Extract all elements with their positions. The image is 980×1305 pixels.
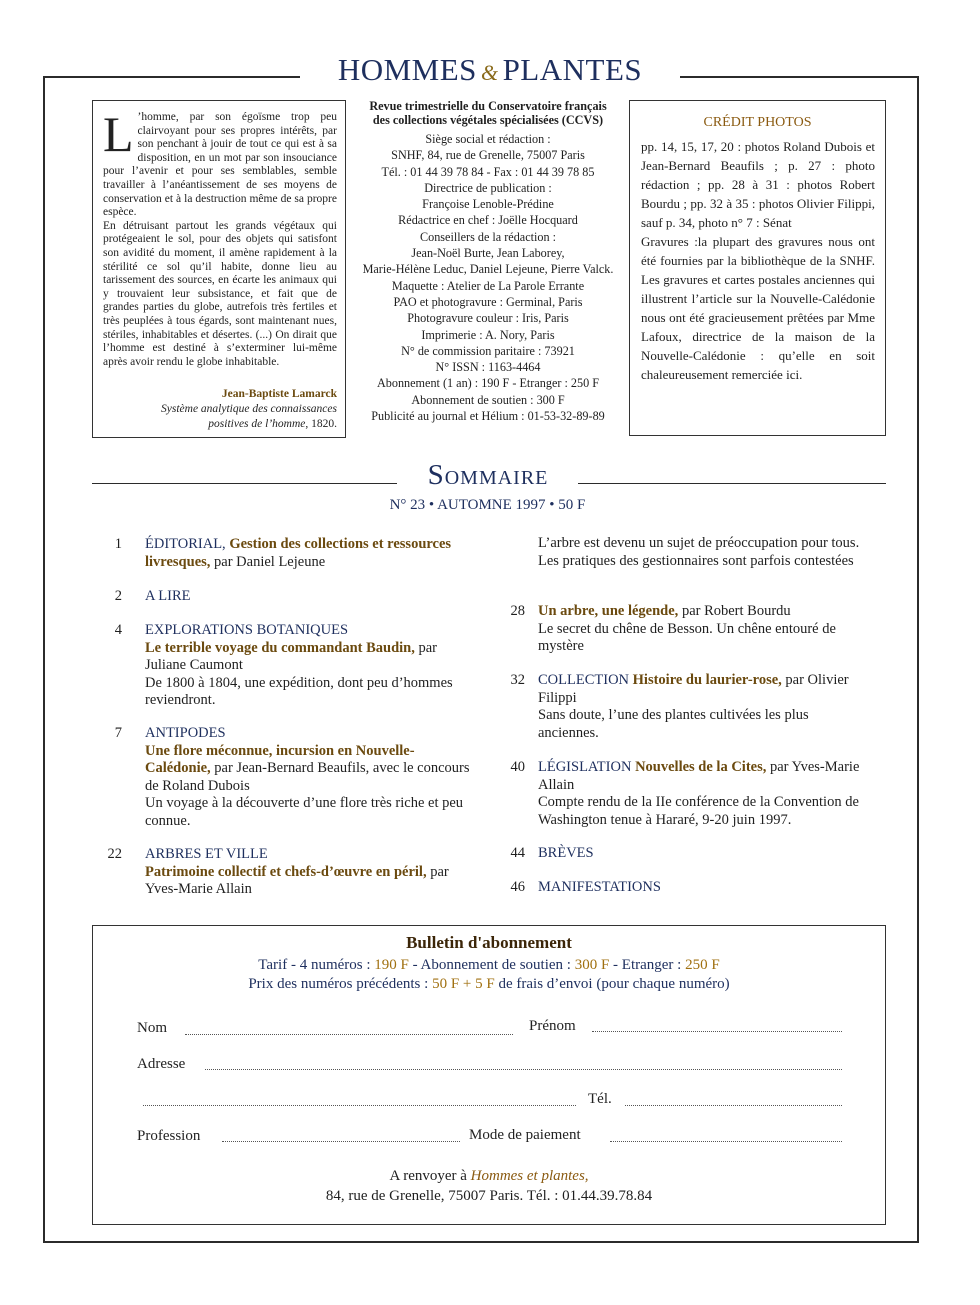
toc-description: Un voyage à la découverte d’une flore très riche et peu connue. (145, 795, 464, 829)
masthead-line: PAO et photogravure : Germinal, Paris (393, 294, 583, 309)
masthead-line: N° de commission paritaire : 73921 (401, 343, 575, 358)
toc-continued-desc: L’arbre est devenu un sujet de préoccupation pour tous. Les pratiques des gestionnaires sont parfois contestées (538, 535, 860, 569)
masthead (352, 100, 624, 424)
toc-headline: Histoire du laurier-rose, (632, 672, 782, 688)
toc-section: MANIFESTATIONS (538, 879, 661, 895)
prenom-field[interactable] (592, 1030, 842, 1032)
toc-entry[interactable] (145, 536, 480, 571)
quote-author: Jean-Baptiste Lamarck (221, 388, 337, 400)
dropcap: L (103, 106, 134, 162)
profession-field[interactable] (222, 1140, 460, 1142)
toc-byline: par Yves-Marie Allain (145, 863, 449, 898)
credits-text (630, 131, 885, 384)
toc-headline: Nouvelles de la Cites, (635, 759, 767, 775)
credits-title: CRÉDIT PHOTOS (703, 115, 812, 130)
masthead-line: SNHF, 84, rue de Grenelle, 75007 Paris (391, 148, 585, 163)
toc-entry[interactable] (145, 588, 480, 606)
prix-value: 50 F + 5 F (432, 976, 495, 992)
sommaire-rule-right (578, 483, 886, 484)
toc-byline: par Yves-Marie Allain (538, 759, 860, 793)
quote-source: Système analytique des connaissances positives de l’homme (161, 403, 337, 430)
toc-entry[interactable] (538, 603, 873, 656)
bulletin-prix (92, 976, 886, 993)
nom-field[interactable] (185, 1033, 513, 1035)
toc-entry[interactable] (145, 725, 480, 831)
toc-byline: par Olivier Filippi (538, 672, 849, 706)
masthead-line: Imprimerie : A. Nory, Paris (421, 327, 555, 342)
toc-section: ÉDITORIAL, (145, 536, 226, 552)
credits-photos: pp. 14, 15, 17, 20 : photos Roland Dubois et Jean-Bernard Beaufils ; p. 27 : photo rédaction ; pp. 28 à 31 : photos Robert Bourdu ; pp. 32 à 35 : photos Olivier Filippi, sauf p. 34, photo n° 7 : Sénat (641, 139, 875, 230)
magazine-title (300, 52, 680, 100)
credits-engravings: Gravures :la plupart des gravures nous ont été fournies par la bibliothèque de la SNHF. Les gravures et cartes postales anciennes qui illustrent l’article sur la Nouvelle-Calédonie nous ont été gracieusement prêtées par Mme Lafoux, directrice de la maison de la Nouvelle-Calédonie : qu’elle en soit chaleureusement remerciée ici. (641, 234, 875, 382)
adresse-label: Adresse (137, 1056, 186, 1072)
toc-section: LÉGISLATION (538, 759, 632, 775)
title-ampersand: & (480, 60, 499, 85)
masthead-lines (352, 131, 624, 424)
toc-byline: par Jean-Bernard Beaufils, avec le concours de Roland Dubois (145, 760, 470, 794)
toc-page-number: 32 (510, 672, 525, 688)
mode-paiement-field[interactable] (610, 1140, 842, 1142)
masthead-heading: Revue trimestrielle du Conservatoire français des collections végétales spécialisées (CCVS) (369, 99, 607, 127)
issue-info: N° 23 • AUTOMNE 1997 • 50 F (389, 497, 586, 513)
toc-headline: Gestion des collections et ressources livresques, (145, 536, 452, 570)
toc-section: A LIRE (145, 588, 191, 604)
toc-page-number: 1 (114, 536, 122, 552)
toc-entry[interactable] (145, 622, 480, 710)
etranger-label: - Etranger : (613, 957, 682, 973)
masthead-line: Photogravure couleur : Iris, Paris (407, 311, 569, 326)
tel-label: Tél. (588, 1091, 612, 1107)
title-plantes: PLANTES (502, 52, 643, 87)
toc-byline: par Daniel Lejeune (214, 553, 326, 570)
masthead-line: Siège social et rédaction : (425, 132, 551, 146)
sommaire-rule-left (92, 483, 397, 484)
masthead-line: Rédactrice en chef : Joëlle Hocquard (398, 213, 578, 228)
title-hommes: HOMMES (337, 52, 477, 87)
toc-page-number: 40 (510, 759, 525, 775)
bulletin-title: Bulletin d'abonnement (406, 933, 572, 952)
adresse-field[interactable] (205, 1068, 842, 1070)
toc-byline: par Robert Bourdu (681, 603, 791, 619)
toc-description: Compte rendu de la IIe conférence de la Convention de Washington tenue à Hararé, 9-20 juin 1997. (538, 794, 859, 828)
quote-box (92, 100, 346, 438)
quote-attribution (127, 387, 337, 432)
quote-paragraph-2: En détruisant partout les grands végétaux qui protégeaient le sol, pour des objets qui satisfont son avidité du moment, il amène rapidement à la stérilité ce sol qu’il habite, donne lieu au tarissement des sources, en écarte les animaux qui y trouvaient leur subsistance, et fait que de grandes parties du globe, autrefois très fertiles et très peuplées à tous égards, sont maintenant nues, stériles, inhabitables et désertes. (...) On dirait que l’homme est destiné à s’exterminer lui-même après avoir rendu le globe inhabitable. (103, 219, 337, 368)
toc-headline: Une flore méconnue, incursion en Nouvelle-Calédonie, (145, 742, 415, 777)
toc-description: Le secret du chêne de Besson. Un chêne entouré de mystère (538, 620, 836, 655)
masthead-line: Conseillers de la rédaction : (419, 229, 557, 244)
toc-headline: Patrimoine collectif et chefs-d’œuvre en péril, (145, 863, 427, 880)
nom-label: Nom (137, 1020, 167, 1036)
sommaire-title: Sommaire (427, 459, 549, 491)
masthead-line: Maquette : Atelier de La Parole Errante (391, 278, 585, 293)
credits-box (629, 100, 886, 436)
return-line (92, 1168, 886, 1185)
adresse-field-2[interactable] (143, 1104, 576, 1106)
toc-page-number: 2 (114, 588, 122, 604)
toc-section: EXPLORATIONS BOTANIQUES (145, 622, 349, 638)
toc-byline: par Juliane Caumont (145, 639, 438, 674)
profession-label: Profession (137, 1128, 201, 1144)
masthead-line: Tél. : 01 44 39 78 84 - Fax : 01 44 39 78 85 (381, 164, 595, 179)
toc-page-number: 4 (114, 622, 122, 638)
masthead-line: Françoise Lenoble-Prédine (422, 197, 554, 212)
return-address: 84, rue de Grenelle, 75007 Paris. Tél. : 01.44.39.78.84 (325, 1188, 653, 1204)
toc-section: COLLECTION (538, 672, 630, 688)
masthead-line: Jean-Noël Burte, Jean Laborey, (411, 246, 565, 261)
mode-paiement-label: Mode de paiement (469, 1127, 581, 1143)
toc-headline: Le terrible voyage du commandant Baudin, (145, 639, 415, 656)
return-label: A renvoyer à (389, 1168, 467, 1184)
toc-description: De 1800 à 1804, une expédition, dont peu d’hommes reviendront. (145, 674, 453, 709)
toc-page-number: 28 (510, 603, 525, 619)
tarif-label: Tarif - 4 numéros : (258, 957, 371, 973)
masthead-line: Publicité au journal et Hélium : 01-53-32-89-89 (371, 409, 605, 424)
toc-section: ARBRES ET VILLE (145, 846, 268, 862)
toc-entry[interactable] (538, 672, 873, 742)
tel-field[interactable] (625, 1104, 842, 1106)
prix-label: Prix des numéros précédents : (248, 976, 429, 992)
quote-year: , 1820. (305, 418, 337, 430)
masthead-line: Abonnement de soutien : 300 F (411, 392, 565, 407)
toc-entry[interactable] (538, 845, 873, 863)
masthead-line: Abonnement (1 an) : 190 F - Etranger : 250 F (376, 376, 600, 391)
soutien-value: 300 F (574, 957, 610, 973)
prix-suffix: de frais d’envoi (pour chaque numéro) (498, 976, 730, 992)
quote-text (93, 101, 345, 369)
toc-headline: Un arbre, une légende, (538, 603, 679, 619)
toc-section: BRÈVES (538, 845, 594, 861)
toc-page-number: 46 (510, 879, 525, 895)
prenom-label: Prénom (529, 1018, 576, 1034)
bulletin-tarif (92, 957, 886, 974)
quote-paragraph-1: ’homme, par son égoïsme trop peu clairvoyant pour ses propres intérêts, par son penchant à jouir de tout ce qui est à sa disposition, en un mot par son insouciance pour l’avenir et pour ses semblables, semble travailler à l’anéantissement de ses moyens de conservation et à la destruction même de sa propre espèce. (103, 111, 337, 219)
masthead-line: Directrice de publication : (424, 180, 552, 195)
toc-entry[interactable] (538, 759, 873, 829)
soutien-label: - Abonnement de soutien : (412, 957, 571, 973)
toc-page-number: 22 (107, 846, 122, 862)
toc-page-number: 44 (510, 845, 525, 861)
masthead-line: Marie-Hélène Leduc, Daniel Lejeune, Pierre Valck. (362, 262, 614, 277)
toc-entry[interactable] (538, 879, 873, 897)
toc-description: Sans doute, l’une des plantes cultivées les plus anciennes. (538, 707, 809, 741)
tarif-value: 190 F (374, 957, 409, 973)
etranger-value: 250 F (685, 957, 720, 973)
toc-section: ANTIPODES (145, 725, 226, 741)
toc-entry[interactable] (145, 846, 480, 899)
masthead-line: N° ISSN : 1163-4464 (435, 360, 541, 375)
return-name: Hommes et plantes, (470, 1168, 589, 1184)
toc-page-number: 7 (114, 725, 122, 741)
